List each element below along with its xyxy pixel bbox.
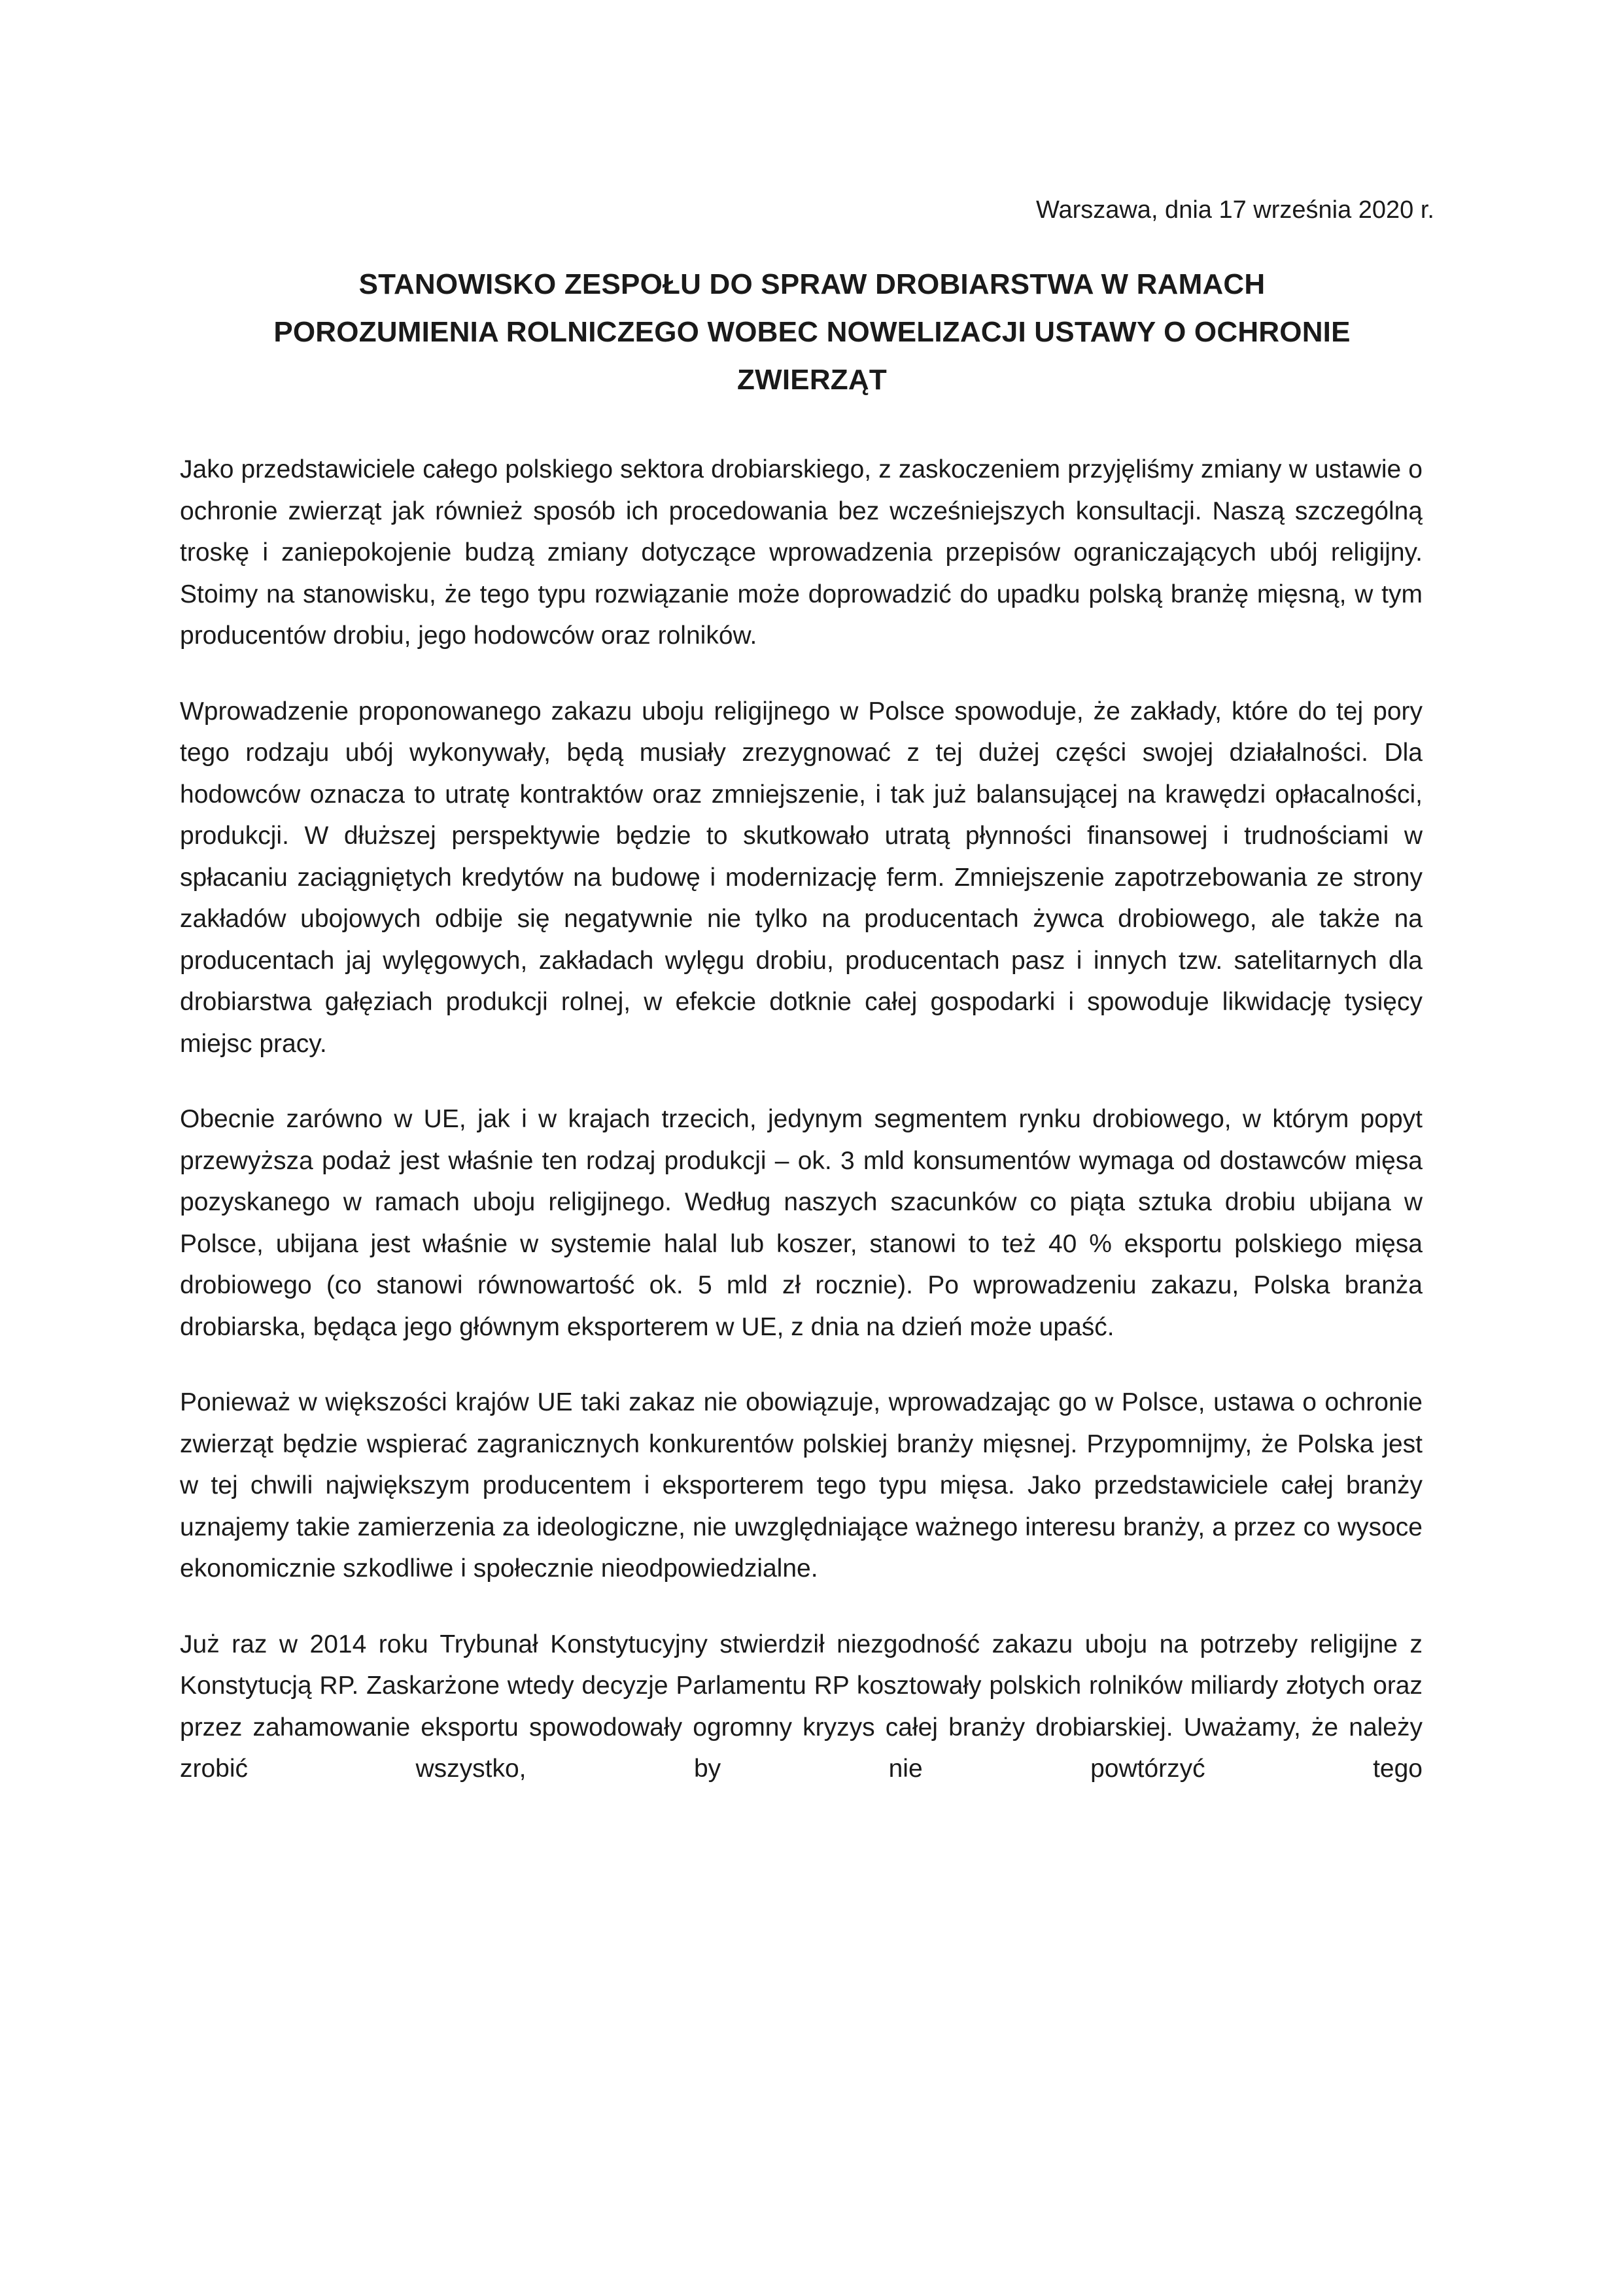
paragraph-1: Jako przedstawiciele całego polskiego sektora drobiarskiego, z zaskoczeniem przyjęliśmy zmiany w ustawie o ochronie zwierząt jak również sposób ich procedowania bez wcześniejszych konsultacji. Naszą szczególną troskę i zaniepokojenie budzą zmiany dotyczące wprowadzenia przepisów ograniczających ubój religijny. Stoimy na stanowisku, że tego typu rozwiązanie może doprowadzić do upadku polską branżę mięsną, w tym producentów drobiu, jego hodowców oraz rolników. [180,455,1423,650]
date-line: Warszawa, dnia 17 września 2020 r. [1035,196,1434,224]
title-line-1: STANOWISKO ZESPOŁU DO SPRAW DROBIARSTWA W RAMACH [358,268,1266,300]
document-body [180,449,1423,1790]
paragraph-5: Już raz w 2014 roku Trybunał Konstytucyjny stwierdził niezgodność zakazu uboju na potrzeby religijne z Konstytucją RP. Zaskarżone wtedy decyzje Parlamentu RP kosztowały polskich rolników miliardy złotych oraz przez zahamowanie eksportu spowodowały ogromny kryzys całej branży drobiarskiej. Uważamy, że należy zrobić wszystko, by nie powtórzyć tego [180,1630,1423,1783]
title-line-2: POROZUMIENIA ROLNICZEGO WOBEC NOWELIZACJI USTAWY O OCHRONIE [273,316,1351,348]
title-line-3: ZWIERZĄT [737,364,887,396]
paragraph-4: Ponieważ w większości krajów UE taki zakaz nie obowiązuje, wprowadzając go w Polsce, ustawa o ochronie zwierząt będzie wspierać zagranicznych konkurentów polskiej branży mięsnej. Przypomnijmy, że Polska jest w tej chwili największym producentem i eksporterem tego typu mięsa. Jako przedstawiciele całej branży uznajemy takie zamierzenia za ideologiczne, nie uwzględniające ważnego interesu branży, a przez co wysoce ekonomicznie szkodliwe i społecznie nieodpowiedzialne. [180,1388,1423,1583]
paragraph-2: Wprowadzenie proponowanego zakazu uboju religijnego w Polsce spowoduje, że zakłady, które do tej pory tego rodzaju ubój wykonywały, będą musiały zrezygnować z tej dużej części swojej działalności. Dla hodowców oznacza to utratę kontraktów oraz zmniejszenie, i tak już balansującej na krawędzi opłacalności, produkcji. W dłuższej perspektywie będzie to skutkowało utratą płynności finansowej i trudnościami w spłacaniu zaciągniętych kredytów na budowę i modernizację ferm. Zmniejszenie zapotrzebowania ze strony zakładów ubojowych odbije się negatywnie nie tylko na producentach żywca drobiowego, ale także na producentach jaj wylęgowych, zakładach wylęgu drobiu, producentach pasz i innych tzw. satelitarnych dla drobiarstwa gałęziach produkcji rolnej, w efekcie dotknie całej gospodarki i spowoduje likwidację tysięcy miejsc pracy. [180,697,1423,1058]
paragraph-3: Obecnie zarówno w UE, jak i w krajach trzecich, jedynym segmentem rynku drobiowego, w którym popyt przewyższa podaż jest właśnie ten rodzaj produkcji – ok. 3 mld konsumentów wymaga od dostawców mięsa pozyskanego w ramach uboju religijnego. Według naszych szacunków co piąta sztuka drobiu ubijana w Polsce, ubijana jest właśnie w systemie halal lub koszer, stanowi to też 40 % eksportu polskiego mięsa drobiowego (co stanowi równowartość ok. 5 mld zł rocznie). Po wprowadzeniu zakazu, Polska branża drobiarska, będąca jego głównym eksporterem w UE, z dnia na dzień może upaść. [180,1105,1423,1341]
document-title [164,260,1460,404]
